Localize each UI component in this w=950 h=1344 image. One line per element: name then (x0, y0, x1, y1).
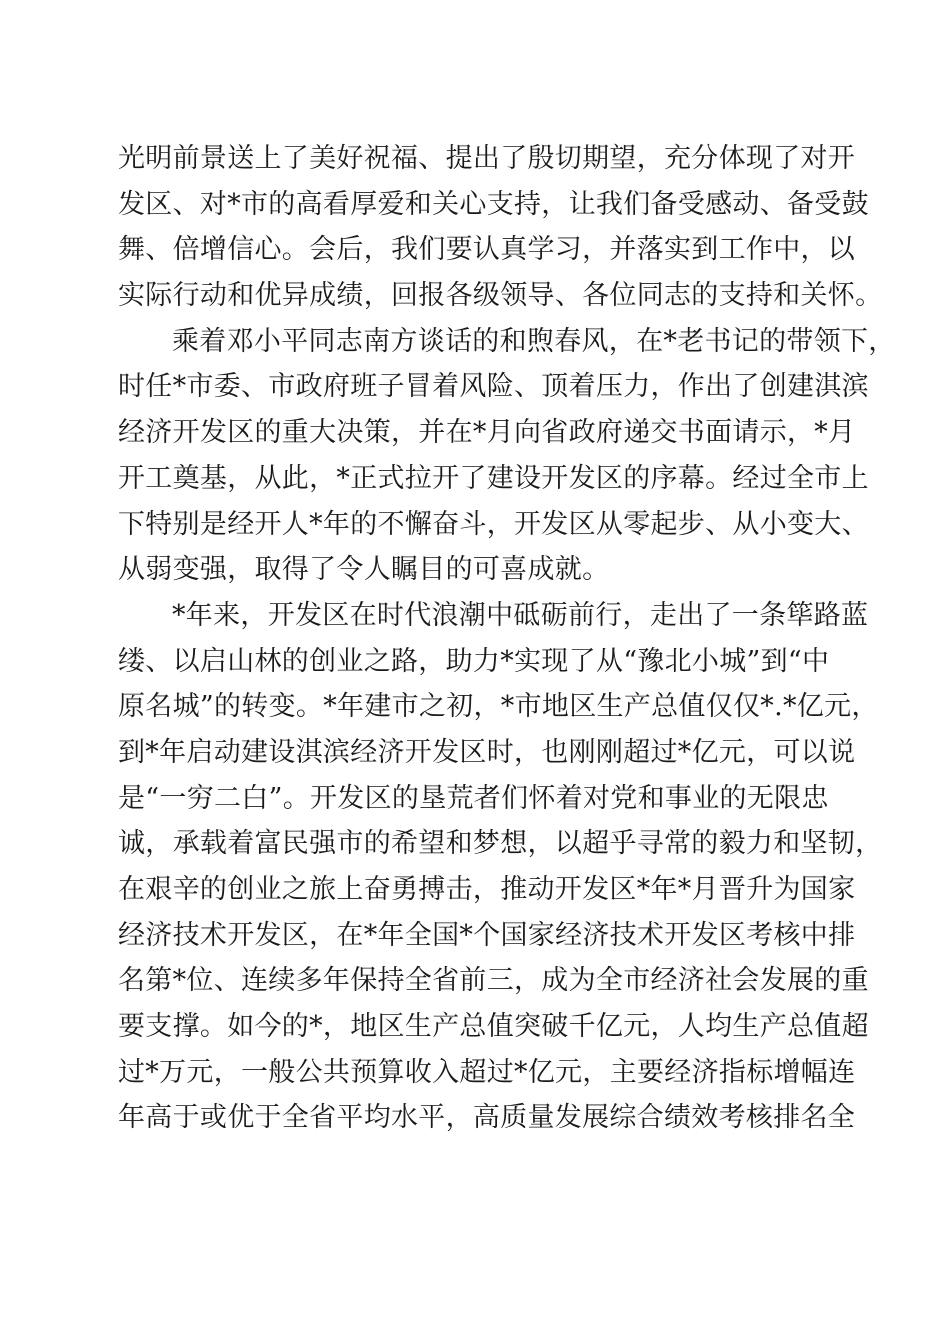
text-line: 过*万元，一般公共预算收入超过*亿元，主要经济指标增幅连 (118, 1056, 856, 1088)
text-line: 名第*位、连续多年保持全省前三，成为全市经济社会发展的重 (118, 965, 869, 997)
body-text (118, 136, 896, 1141)
text-line: 原名城”的转变。*年建市之初，*市地区生产总值仅仅*.*亿元， (118, 691, 879, 723)
text-line: 缕、以启山林的创业之路，助力*实现了从“豫北小城”到“中 (118, 645, 830, 677)
text-line: 开工奠基，从此，*正式拉开了建设开发区的序幕。经过全市上 (118, 462, 869, 494)
text-line: 诚，承载着富民强市的希望和梦想，以超乎寻常的毅力和坚韧， (118, 828, 883, 860)
text-line: 年高于或优于全省平均水平，高质量发展综合绩效考核排名全 (118, 1102, 856, 1134)
text-line: 经济开发区的重大决策，并在*月向省政府递交书面请示，*月 (118, 417, 856, 449)
text-line: 光明前景送上了美好祝福、提出了殷切期望，充分体现了对开 (118, 143, 856, 174)
text-line: 舞、倍增信心。会后，我们要认真学习，并落实到工作中，以 (118, 234, 856, 266)
text-line: 要支撑。如今的*，地区生产总值突破千亿元，人均生产总值超 (118, 1011, 869, 1043)
text-line: 实际行动和优异成绩，回报各级领导、各位同志的支持和关怀。 (118, 280, 883, 312)
text-line: 时任*市委、市政府班子冒着风险、顶着压力，作出了创建淇滨 (118, 371, 869, 403)
text-line: 是“一穷二白”。开发区的垦荒者们怀着对党和事业的无限忠 (118, 782, 829, 814)
text-line: 经济技术开发区，在*年全国*个国家经济技术开发区考核中排 (118, 919, 856, 951)
text-line: 发区、对*市的高看厚爱和关心支持，让我们备受感动、备受鼓 (118, 188, 869, 220)
text-line: *年来，开发区在时代浪潮中砥砺前行，走出了一条筚路蓝 (172, 599, 869, 631)
paragraph-3 (118, 593, 883, 1141)
text-line: 在艰辛的创业之旅上奋勇搏击，推动开发区*年*月晋升为国家 (118, 874, 856, 905)
text-line: 从弱变强，取得了令人瞩目的可喜成就。 (118, 554, 610, 586)
paragraph-2 (118, 319, 896, 593)
text-line: 到*年启动建设淇滨经济开发区时，也刚刚超过*亿元，可以说 (118, 736, 856, 768)
text-line: 下特别是经开人*年的不懈奋斗，开发区从零起步、从小变大、 (118, 508, 869, 540)
text-line: 乘着邓小平同志南方谈话的和煦春风，在*老书记的带领下， (172, 325, 896, 357)
paragraph-1 (118, 136, 883, 319)
